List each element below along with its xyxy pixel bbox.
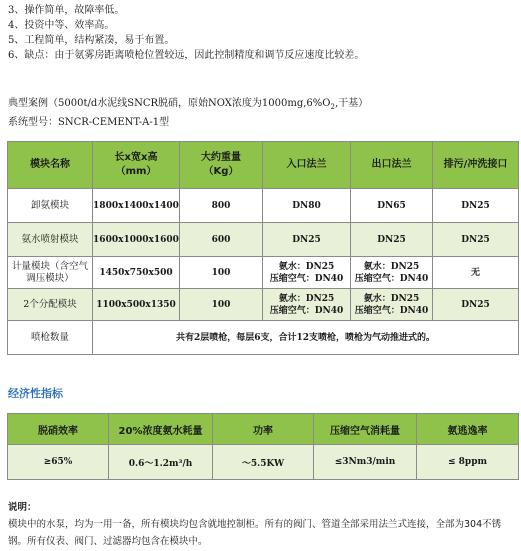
notes-title: 说明：: [8, 502, 37, 513]
cell-weight: 100: [180, 257, 263, 289]
case-title: 典型案例（5000t/d水泥线SNCR脱硝，原始NOX浓度为$1000mg,6\%O_2$,干基）: [8, 98, 369, 111]
economy-title: 经济性指标: [8, 387, 63, 400]
cell-drain: DN25: [433, 223, 519, 257]
col-header-outlet-flange: 出口法兰: [351, 142, 433, 189]
col-header-ammonia-consumption: 20%浓度氨水耗量: [109, 414, 213, 445]
cell-gun-count-text: 共有2层喷枪，每层6支，合计12支喷枪，喷枪为气动推进式的。: [93, 321, 519, 355]
cell-drain: DN25: [433, 289, 519, 321]
cell-drain: 无: [433, 257, 519, 289]
cell-air-consumption: ≤3Nm3/min: [314, 445, 417, 480]
cell-dimensions: 1450x750x500: [93, 257, 180, 289]
cell-dimensions: 1600x1000x1600: [93, 223, 180, 257]
feature-list: [8, 3, 364, 63]
cell-outlet: DN65: [351, 189, 433, 223]
notes: [8, 499, 513, 550]
feature-item: 5、工程简单，结构紧凑，易于布置。: [8, 35, 175, 46]
cell-weight: 100: [180, 289, 263, 321]
cell-inlet: DN25: [263, 223, 351, 257]
table-row: [8, 445, 519, 480]
cell-gun-count-label: 喷枪数量: [8, 321, 93, 355]
cell-dimensions: 1100x500x1350: [93, 289, 180, 321]
cell-module-name: 氨水喷射模块: [8, 223, 93, 257]
col-header-inlet-flange: 入口法兰: [263, 142, 351, 189]
notes-text: 模块中的水泵，均为一用一备，所有模块均包含就地控制柜。所有的阀门、管道全部采用法兰式连接，全部为304不锈钢。所有仪表、阀门、过滤器均包含在模块中。: [8, 519, 502, 547]
table-row: [8, 223, 519, 257]
economy-table: [7, 413, 519, 480]
table-row: [8, 289, 519, 321]
cell-inlet: 氨水：DN25 压缩空气：DN40: [263, 289, 351, 321]
cell-ammonia-consumption: 0.6～1.2m³/h: [109, 445, 213, 480]
feature-item: 4、投资中等、效率高。: [8, 20, 115, 31]
feature-item: 3、操作简单，故障率低。: [8, 5, 125, 16]
col-header-module-name: 模块名称: [8, 142, 93, 189]
cell-efficiency: ≥65%: [8, 445, 109, 480]
module-table: [7, 141, 519, 355]
cell-weight: 800: [180, 189, 263, 223]
table-row: [8, 189, 519, 223]
cell-outlet: 氨水：DN25 压缩空气：DN40: [351, 289, 433, 321]
table-row: [8, 321, 519, 355]
cell-drain: DN25: [433, 189, 519, 223]
cell-outlet: DN25: [351, 223, 433, 257]
cell-ammonia-slip: ≤ 8ppm: [417, 445, 519, 480]
col-header-drain-port: 排污/冲洗接口: [433, 142, 519, 189]
cell-module-name: 计量模块（含空气调压模块）: [8, 257, 93, 289]
col-header-dimensions: 长x宽x高 （mm）: [93, 142, 180, 189]
cell-outlet: 氨水：DN25 压缩空气：DN40: [351, 257, 433, 289]
col-header-efficiency: 脱硝效率: [8, 414, 109, 445]
case-info: [8, 96, 368, 130]
table-header-row: [8, 414, 519, 445]
cell-inlet: 氨水：DN25 压缩空气：DN40: [263, 257, 351, 289]
col-header-weight: 大约重量 （Kg）: [180, 142, 263, 189]
cell-inlet: DN80: [263, 189, 351, 223]
col-header-ammonia-slip: 氨逃逸率: [417, 414, 519, 445]
cell-weight: 600: [180, 223, 263, 257]
cell-module-name: 卸氨模块: [8, 189, 93, 223]
table-row: [8, 257, 519, 289]
feature-item: 6、缺点：由于氨雾房距离喷枪位置较远，因此控制精度和调节反应速度比较差。: [8, 50, 365, 61]
col-header-power: 功率: [213, 414, 314, 445]
system-model: 系统型号：SNCR-CEMENT-A-1型: [8, 117, 170, 128]
cell-dimensions: 1800x1400x1400: [93, 189, 180, 223]
col-header-air-consumption: 压缩空气消耗量: [314, 414, 417, 445]
cell-module-name: 2个分配模块: [8, 289, 93, 321]
cell-power: ～5.5KW: [213, 445, 314, 480]
table-header-row: [8, 142, 519, 189]
